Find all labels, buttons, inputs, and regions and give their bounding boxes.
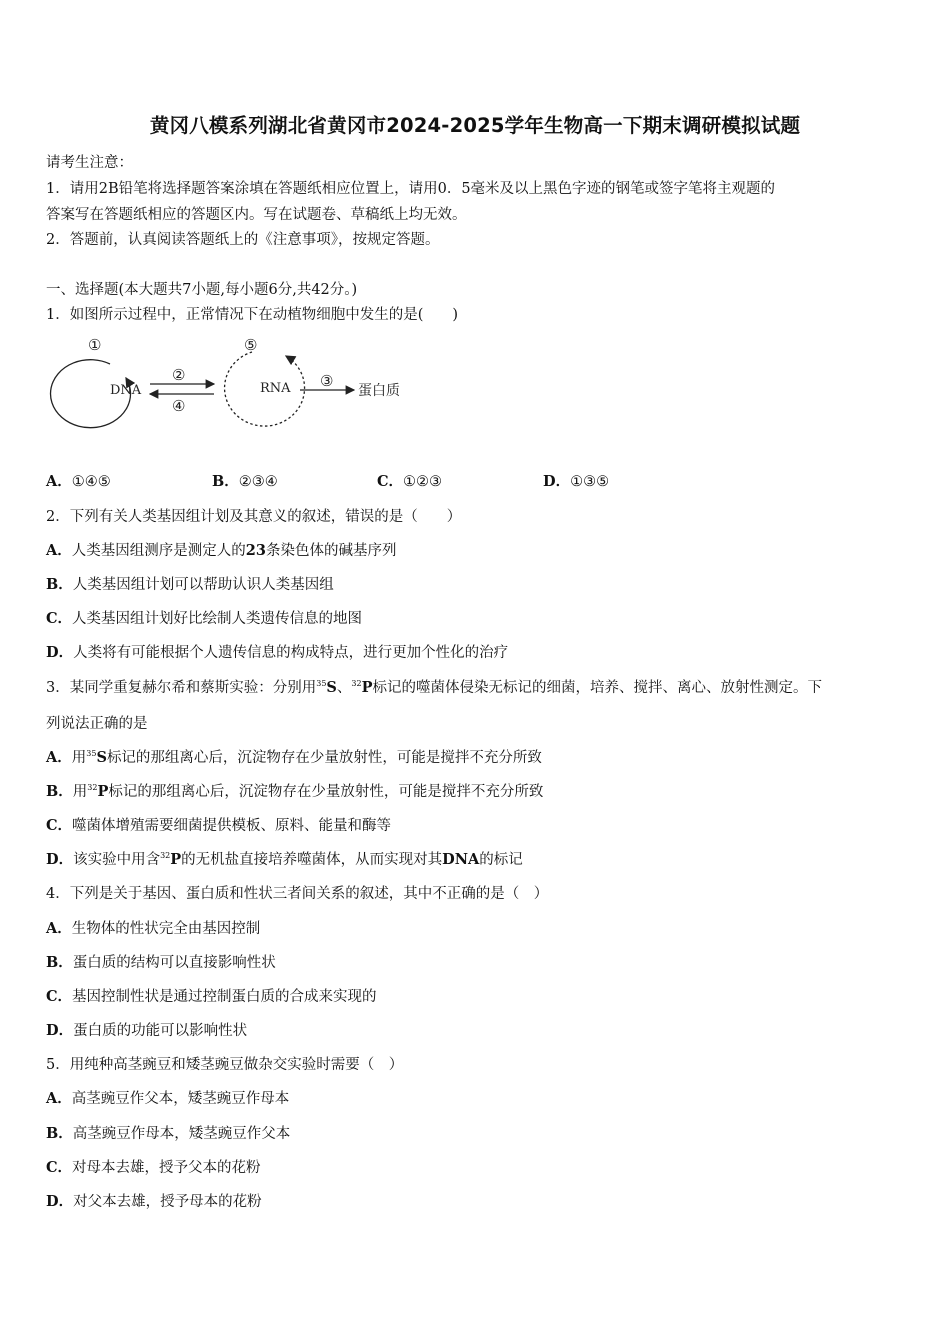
notice-item-1-line-1: 1．请用2B铅笔将选择题答案涂填在答题纸相应位置上，请用0．5毫米及以上黑色字迹的钢笔或签字笔将主观题的 [46, 181, 776, 197]
section-heading: 一、选择题(本大题共7小题,每小题6分,共42分。) [46, 282, 358, 298]
question-5-option-d: D．对父本去雄，授予母本的花粉 [46, 1193, 262, 1210]
question-2-option-b: B．人类基因组计划可以帮助认识人类基因组 [46, 576, 334, 593]
label-dna: DNA [110, 383, 142, 398]
question-5-stem: 5．用纯种高茎豌豆和矮茎豌豆做杂交实验时需要（ ） [46, 1057, 404, 1073]
page-title: 黄冈八模系列湖北省黄冈市2024-2025学年生物高一下期末调研模拟试题 [149, 114, 801, 137]
question-4-option-a: A．生物体的性状完全由基因控制 [46, 920, 261, 937]
label-step-3: ③ [320, 372, 334, 390]
label-step-1: ① [88, 336, 102, 354]
question-2-option-a: A．人类基因组测序是测定人的23条染色体的碱基序列 [46, 542, 397, 559]
question-2-option-c: C．人类基因组计划好比绘制人类遗传信息的地图 [46, 610, 363, 627]
notice-item-2: 2．答题前，认真阅读答题纸上的《注意事项》，按规定答题。 [46, 232, 440, 248]
notice-item-1-line-2: 答案写在答题纸相应的答题区内。写在试题卷、草稿纸上均无效。 [46, 207, 467, 223]
question-3-option-c: C．噬菌体增殖需要细菌提供模板、原料、能量和酶等 [46, 817, 392, 834]
question-5-option-c: C．对母本去雄，授予父本的花粉 [46, 1159, 261, 1176]
question-3-option-a: A．用$^{35}$S标记的那组离心后，沉淀物存在少量放射性，可能是搅拌不充分所致 [46, 749, 542, 766]
question-3-option-d: D．该实验中用含$^{32}$P的无机盐直接培养噬菌体，从而实现对其DNA的标记 [46, 851, 523, 868]
question-1-option-c: C．①②③ [377, 473, 443, 490]
question-1-stem: 1．如图所示过程中，正常情况下在动植物细胞中发生的是( ) [46, 307, 459, 323]
label-step-5: ⑤ [244, 336, 258, 354]
central-dogma-diagram [48, 336, 418, 432]
label-rna: RNA [260, 381, 291, 396]
question-5-option-b: B．高茎豌豆作母本，矮茎豌豆作父本 [46, 1125, 291, 1142]
label-step-4: ④ [172, 397, 186, 415]
notice-heading: 请考生注意： [46, 155, 133, 171]
question-5-option-a: A．高茎豌豆作父本，矮茎豌豆作母本 [46, 1090, 290, 1107]
question-3-stem-line-2: 列说法正确的是 [46, 716, 148, 732]
question-1-option-d: D．①③⑤ [543, 473, 610, 490]
question-3-option-b: B．用$^{32}$P标记的那组离心后，沉淀物存在少量放射性，可能是搅拌不充分所致 [46, 783, 544, 800]
label-step-2: ② [172, 366, 186, 384]
question-2-stem: 2．下列有关人类基因组计划及其意义的叙述，错误的是（ ） [46, 509, 462, 525]
question-1-option-a: A．①④⑤ [46, 473, 111, 490]
question-4-option-c: C．基因控制性状是通过控制蛋白质的合成来实现的 [46, 988, 377, 1005]
question-4-option-b: B．蛋白质的结构可以直接影响性状 [46, 954, 276, 971]
question-1-option-b: B．②③④ [212, 473, 278, 490]
question-4-option-d: D．蛋白质的功能可以影响性状 [46, 1022, 248, 1039]
question-3-stem-line-1: 3．某同学重复赫尔希和蔡斯实验：分别用$^{35}$S、$^{32}$P标记的噬菌体侵染无标记的细菌，培养、搅拌、离心、放射性测定。下 [46, 679, 822, 696]
label-protein: 蛋白质 [358, 383, 400, 399]
question-2-option-d: D．人类将有可能根据个人遗传信息的构成特点，进行更加个性化的治疗 [46, 644, 509, 661]
question-4-stem: 4．下列是关于基因、蛋白质和性状三者间关系的叙述，其中不正确的是（ ） [46, 886, 549, 902]
